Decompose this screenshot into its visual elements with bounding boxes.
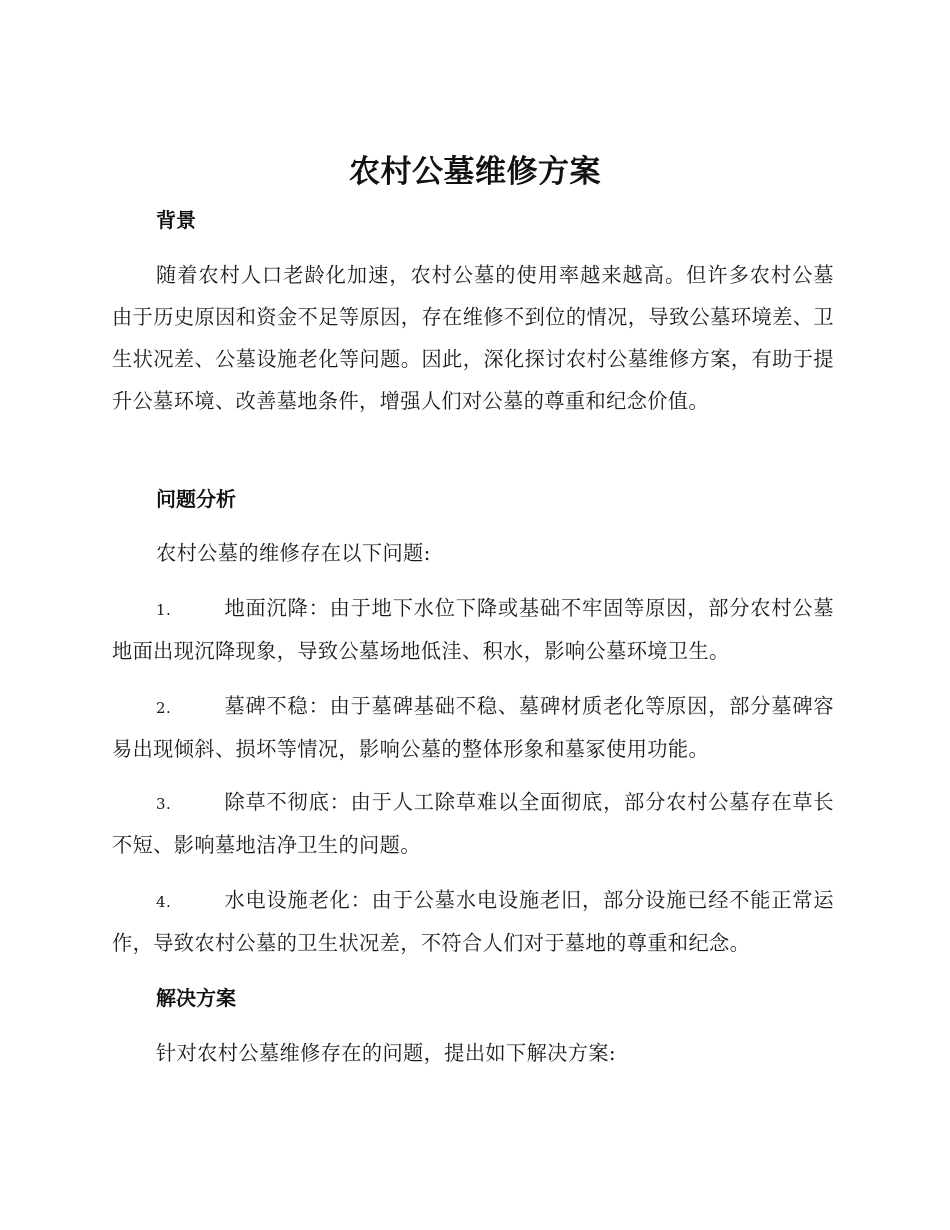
list-item — [112, 880, 834, 964]
list-item — [112, 686, 834, 770]
list-item — [112, 588, 834, 672]
section-heading-background: 背景 — [156, 208, 196, 232]
background-paragraph: 随着农村人口老龄化加速，农村公墓的使用率越来越高。但许多农村公墓由于历史原因和资金不足等原因，存在维修不到位的情况，导致公墓环境差、卫生状况差、公墓设施老化等问题。因此，深化探讨农村公墓维修方案，有助于提升公墓环境、改善墓地条件，增强人们对公墓的尊重和纪念价值。 — [112, 263, 834, 413]
section-heading-solution: 解决方案 — [156, 986, 236, 1010]
list-item-text: 除草不彻底：由于人工除草难以全面彻底，部分农村公墓存在草长不短、影响墓地洁净卫生的问题。 — [112, 790, 834, 857]
analysis-intro: 农村公墓的维修存在以下问题: — [156, 541, 431, 565]
list-item-number: 1. — [156, 601, 172, 619]
list-item-number: 2. — [156, 699, 172, 717]
list-item-text: 地面沉降：由于地下水位下降或基础不牢固等原因，部分农村公墓地面出现沉降现象，导致公墓场地低洼、积水，影响公墓环境卫生。 — [112, 596, 834, 663]
section-heading-analysis: 问题分析 — [156, 487, 236, 511]
list-item-number: 4. — [156, 893, 172, 911]
solution-intro: 针对农村公墓维修存在的问题，提出如下解决方案: — [156, 1041, 617, 1065]
list-item-text: 水电设施老化：由于公墓水电设施老旧，部分设施已经不能正常运作，导致农村公墓的卫生状况差，不符合人们对于墓地的尊重和纪念。 — [112, 888, 834, 955]
list-item — [112, 782, 834, 866]
list-item-text: 墓碑不稳：由于墓碑基础不稳、墓碑材质老化等原因，部分墓碑容易出现倾斜、损坏等情况，影响公墓的整体形象和墓冢使用功能。 — [112, 694, 834, 761]
document-title: 农村公墓维修方案 — [349, 154, 601, 190]
list-item-number: 3. — [156, 795, 172, 813]
